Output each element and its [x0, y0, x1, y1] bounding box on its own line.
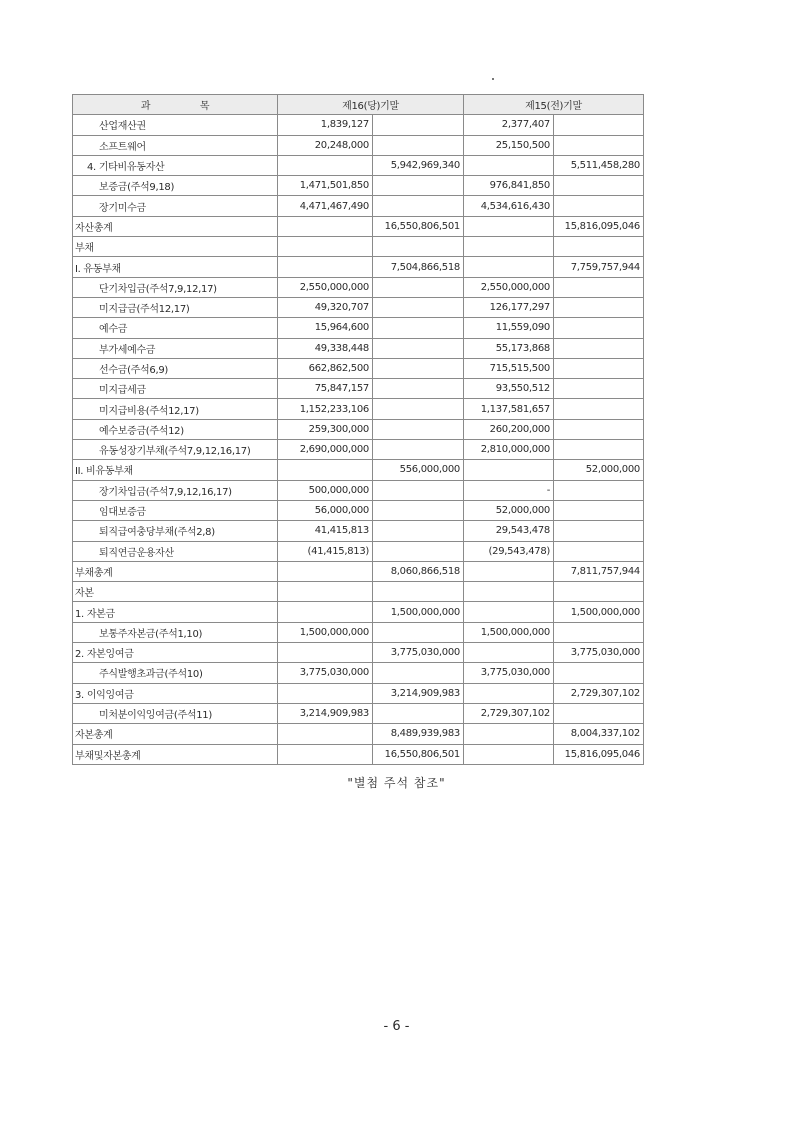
- prior-detail-cell: [464, 683, 554, 703]
- account-label-cell: 유동성장기부채(주석7,9,12,16,17): [73, 440, 278, 460]
- prior-detail-cell: [464, 237, 554, 257]
- current-detail-cell: [278, 216, 373, 236]
- current-total-cell: [373, 379, 464, 399]
- table-row: [73, 480, 644, 500]
- table-row: [73, 216, 644, 236]
- prior-total-cell: [554, 622, 644, 642]
- table-row: [73, 155, 644, 175]
- current-total-cell: 8,060,866,518: [373, 561, 464, 581]
- table-row: [73, 703, 644, 723]
- balance-sheet: [72, 94, 643, 765]
- current-detail-cell: [278, 724, 373, 744]
- account-label-cell: 산업재산권: [73, 115, 278, 135]
- prior-total-cell: [554, 663, 644, 683]
- prior-detail-cell: [464, 257, 554, 277]
- current-detail-cell: 2,550,000,000: [278, 277, 373, 297]
- account-label-cell: 장기미수금: [73, 196, 278, 216]
- account-label-cell: 미지급금(주석12,17): [73, 297, 278, 317]
- prior-total-cell: [554, 237, 644, 257]
- table-row: [73, 318, 644, 338]
- current-detail-cell: [278, 155, 373, 175]
- current-total-cell: 5,942,969,340: [373, 155, 464, 175]
- prior-total-cell: 7,811,757,944: [554, 561, 644, 581]
- current-detail-cell: 1,471,501,850: [278, 176, 373, 196]
- account-label-cell: 미지급비용(주석12,17): [73, 399, 278, 419]
- prior-detail-cell: [464, 643, 554, 663]
- current-total-cell: [373, 196, 464, 216]
- current-detail-cell: 3,214,909,983: [278, 703, 373, 723]
- account-label-cell: 미지급세금: [73, 379, 278, 399]
- current-total-cell: 3,214,909,983: [373, 683, 464, 703]
- prior-total-cell: [554, 318, 644, 338]
- account-label-cell: 주식발행초과금(주석10): [73, 663, 278, 683]
- prior-total-cell: [554, 297, 644, 317]
- prior-total-cell: 52,000,000: [554, 460, 644, 480]
- current-total-cell: [373, 115, 464, 135]
- balance-sheet-table: [72, 94, 644, 765]
- current-total-cell: [373, 318, 464, 338]
- prior-total-cell: [554, 358, 644, 378]
- table-row: [73, 663, 644, 683]
- current-total-cell: [373, 541, 464, 561]
- current-total-cell: [373, 521, 464, 541]
- prior-total-cell: 1,500,000,000: [554, 602, 644, 622]
- account-label-cell: 자산총계: [73, 216, 278, 236]
- current-detail-cell: [278, 602, 373, 622]
- table-row: [73, 257, 644, 277]
- table-row: [73, 643, 644, 663]
- table-row: [73, 237, 644, 257]
- account-label-cell: 자본총계: [73, 724, 278, 744]
- prior-total-cell: 5,511,458,280: [554, 155, 644, 175]
- prior-detail-cell: 1,137,581,657: [464, 399, 554, 419]
- table-row: [73, 561, 644, 581]
- account-label-cell: 1. 자본금: [73, 602, 278, 622]
- account-label-cell: 부채총계: [73, 561, 278, 581]
- current-detail-cell: 4,471,467,490: [278, 196, 373, 216]
- account-label-cell: 3. 이익잉여금: [73, 683, 278, 703]
- prior-detail-cell: 11,559,090: [464, 318, 554, 338]
- prior-detail-cell: [464, 216, 554, 236]
- prior-detail-cell: 93,550,512: [464, 379, 554, 399]
- current-total-cell: [373, 176, 464, 196]
- current-total-cell: [373, 440, 464, 460]
- prior-detail-cell: [464, 582, 554, 602]
- current-detail-cell: [278, 582, 373, 602]
- current-detail-cell: 500,000,000: [278, 480, 373, 500]
- prior-total-cell: [554, 277, 644, 297]
- account-label-cell: II. 비유동부채: [73, 460, 278, 480]
- table-row: [73, 379, 644, 399]
- prior-total-cell: [554, 500, 644, 520]
- prior-detail-cell: [464, 155, 554, 175]
- current-detail-cell: [278, 683, 373, 703]
- header-current-period: 제16(당)기말: [278, 95, 464, 115]
- current-total-cell: [373, 663, 464, 683]
- current-detail-cell: 41,415,813: [278, 521, 373, 541]
- prior-detail-cell: 2,377,407: [464, 115, 554, 135]
- current-total-cell: [373, 582, 464, 602]
- table-row: [73, 115, 644, 135]
- table-row: [73, 135, 644, 155]
- prior-detail-cell: [464, 724, 554, 744]
- prior-total-cell: [554, 176, 644, 196]
- current-detail-cell: 259,300,000: [278, 419, 373, 439]
- current-detail-cell: [278, 561, 373, 581]
- current-detail-cell: (41,415,813): [278, 541, 373, 561]
- prior-total-cell: [554, 419, 644, 439]
- prior-detail-cell: 3,775,030,000: [464, 663, 554, 683]
- account-label-cell: 미처분이익잉여금(주석11): [73, 703, 278, 723]
- table-row: [73, 176, 644, 196]
- current-detail-cell: 3,775,030,000: [278, 663, 373, 683]
- table-row: [73, 622, 644, 642]
- prior-detail-cell: 715,515,500: [464, 358, 554, 378]
- table-row: [73, 460, 644, 480]
- prior-detail-cell: 2,729,307,102: [464, 703, 554, 723]
- table-row: [73, 602, 644, 622]
- prior-total-cell: [554, 196, 644, 216]
- current-detail-cell: 75,847,157: [278, 379, 373, 399]
- header-item-left: 과: [140, 101, 151, 113]
- account-label-cell: 보통주자본금(주석1,10): [73, 622, 278, 642]
- current-total-cell: [373, 237, 464, 257]
- current-detail-cell: 15,964,600: [278, 318, 373, 338]
- current-total-cell: [373, 297, 464, 317]
- table-row: [73, 744, 644, 764]
- prior-total-cell: 7,759,757,944: [554, 257, 644, 277]
- prior-detail-cell: [464, 602, 554, 622]
- prior-detail-cell: 52,000,000: [464, 500, 554, 520]
- table-row: [73, 521, 644, 541]
- prior-total-cell: [554, 703, 644, 723]
- account-label-cell: 퇴직급여충당부채(주석2,8): [73, 521, 278, 541]
- prior-total-cell: 8,004,337,102: [554, 724, 644, 744]
- prior-total-cell: [554, 521, 644, 541]
- table-row: [73, 541, 644, 561]
- table-row: [73, 196, 644, 216]
- prior-detail-cell: 55,173,868: [464, 338, 554, 358]
- account-label-cell: 자본: [73, 582, 278, 602]
- table-row: [73, 500, 644, 520]
- account-label-cell: 예수보증금(주석12): [73, 419, 278, 439]
- current-detail-cell: 56,000,000: [278, 500, 373, 520]
- table-row: [73, 277, 644, 297]
- account-label-cell: I. 유동부채: [73, 257, 278, 277]
- prior-detail-cell: 25,150,500: [464, 135, 554, 155]
- table-row: [73, 297, 644, 317]
- current-total-cell: 7,504,866,518: [373, 257, 464, 277]
- prior-detail-cell: 126,177,297: [464, 297, 554, 317]
- account-label-cell: 퇴직연금운용자산: [73, 541, 278, 561]
- prior-total-cell: [554, 440, 644, 460]
- account-label-cell: 2. 자본잉여금: [73, 643, 278, 663]
- account-label-cell: 장기차입금(주석7,9,12,16,17): [73, 480, 278, 500]
- current-detail-cell: 2,690,000,000: [278, 440, 373, 460]
- prior-total-cell: [554, 379, 644, 399]
- current-detail-cell: 1,839,127: [278, 115, 373, 135]
- table-body: [73, 115, 644, 765]
- scan-speck: [492, 78, 494, 80]
- prior-detail-cell: 2,550,000,000: [464, 277, 554, 297]
- header-account-item: [73, 95, 278, 115]
- current-total-cell: [373, 338, 464, 358]
- current-detail-cell: [278, 643, 373, 663]
- table-row: [73, 440, 644, 460]
- prior-total-cell: [554, 582, 644, 602]
- current-total-cell: [373, 277, 464, 297]
- account-label-cell: 보증금(주석9,18): [73, 176, 278, 196]
- table-row: [73, 683, 644, 703]
- current-detail-cell: [278, 744, 373, 764]
- current-total-cell: [373, 358, 464, 378]
- prior-detail-cell: 1,500,000,000: [464, 622, 554, 642]
- current-detail-cell: [278, 237, 373, 257]
- account-label-cell: 부채: [73, 237, 278, 257]
- current-total-cell: 556,000,000: [373, 460, 464, 480]
- current-total-cell: [373, 399, 464, 419]
- current-detail-cell: 20,248,000: [278, 135, 373, 155]
- prior-detail-cell: 4,534,616,430: [464, 196, 554, 216]
- table-row: [73, 724, 644, 744]
- header-prior-period: 제15(전)기말: [464, 95, 644, 115]
- prior-total-cell: [554, 399, 644, 419]
- prior-total-cell: [554, 480, 644, 500]
- header-row: [73, 95, 644, 115]
- current-total-cell: [373, 500, 464, 520]
- account-label-cell: 부채및자본총계: [73, 744, 278, 764]
- prior-total-cell: [554, 115, 644, 135]
- current-total-cell: 16,550,806,501: [373, 744, 464, 764]
- current-detail-cell: 49,320,707: [278, 297, 373, 317]
- account-label-cell: 임대보증금: [73, 500, 278, 520]
- table-row: [73, 399, 644, 419]
- table-row: [73, 358, 644, 378]
- footnote-reference: "별첨 주석 참조": [347, 776, 446, 790]
- prior-detail-cell: 29,543,478: [464, 521, 554, 541]
- prior-total-cell: 3,775,030,000: [554, 643, 644, 663]
- prior-total-cell: 15,816,095,046: [554, 216, 644, 236]
- current-total-cell: [373, 703, 464, 723]
- account-label-cell: 선수금(주석6,9): [73, 358, 278, 378]
- prior-detail-cell: [464, 460, 554, 480]
- account-label-cell: 4. 기타비유동자산: [73, 155, 278, 175]
- prior-total-cell: [554, 135, 644, 155]
- account-label-cell: 단기차입금(주석7,9,12,17): [73, 277, 278, 297]
- account-label-cell: 소프트웨어: [73, 135, 278, 155]
- table-row: [73, 419, 644, 439]
- current-total-cell: [373, 622, 464, 642]
- prior-detail-cell: [464, 744, 554, 764]
- table-row: [73, 582, 644, 602]
- prior-total-cell: 15,816,095,046: [554, 744, 644, 764]
- current-detail-cell: 1,152,233,106: [278, 399, 373, 419]
- current-total-cell: 1,500,000,000: [373, 602, 464, 622]
- prior-total-cell: [554, 541, 644, 561]
- current-total-cell: [373, 419, 464, 439]
- prior-detail-cell: 260,200,000: [464, 419, 554, 439]
- prior-detail-cell: (29,543,478): [464, 541, 554, 561]
- current-detail-cell: [278, 257, 373, 277]
- current-total-cell: [373, 135, 464, 155]
- prior-detail-cell: 976,841,850: [464, 176, 554, 196]
- current-detail-cell: [278, 460, 373, 480]
- prior-total-cell: 2,729,307,102: [554, 683, 644, 703]
- prior-detail-cell: 2,810,000,000: [464, 440, 554, 460]
- current-detail-cell: 49,338,448: [278, 338, 373, 358]
- current-total-cell: 16,550,806,501: [373, 216, 464, 236]
- account-label-cell: 예수금: [73, 318, 278, 338]
- current-total-cell: 3,775,030,000: [373, 643, 464, 663]
- current-detail-cell: 662,862,500: [278, 358, 373, 378]
- account-label-cell: 부가세예수금: [73, 338, 278, 358]
- current-total-cell: [373, 480, 464, 500]
- table-row: [73, 338, 644, 358]
- current-total-cell: 8,489,939,983: [373, 724, 464, 744]
- prior-detail-cell: [464, 561, 554, 581]
- current-detail-cell: 1,500,000,000: [278, 622, 373, 642]
- prior-total-cell: [554, 338, 644, 358]
- page-number: - 6 -: [383, 1019, 410, 1034]
- header-item-right: 목: [199, 101, 210, 113]
- prior-detail-cell: -: [464, 480, 554, 500]
